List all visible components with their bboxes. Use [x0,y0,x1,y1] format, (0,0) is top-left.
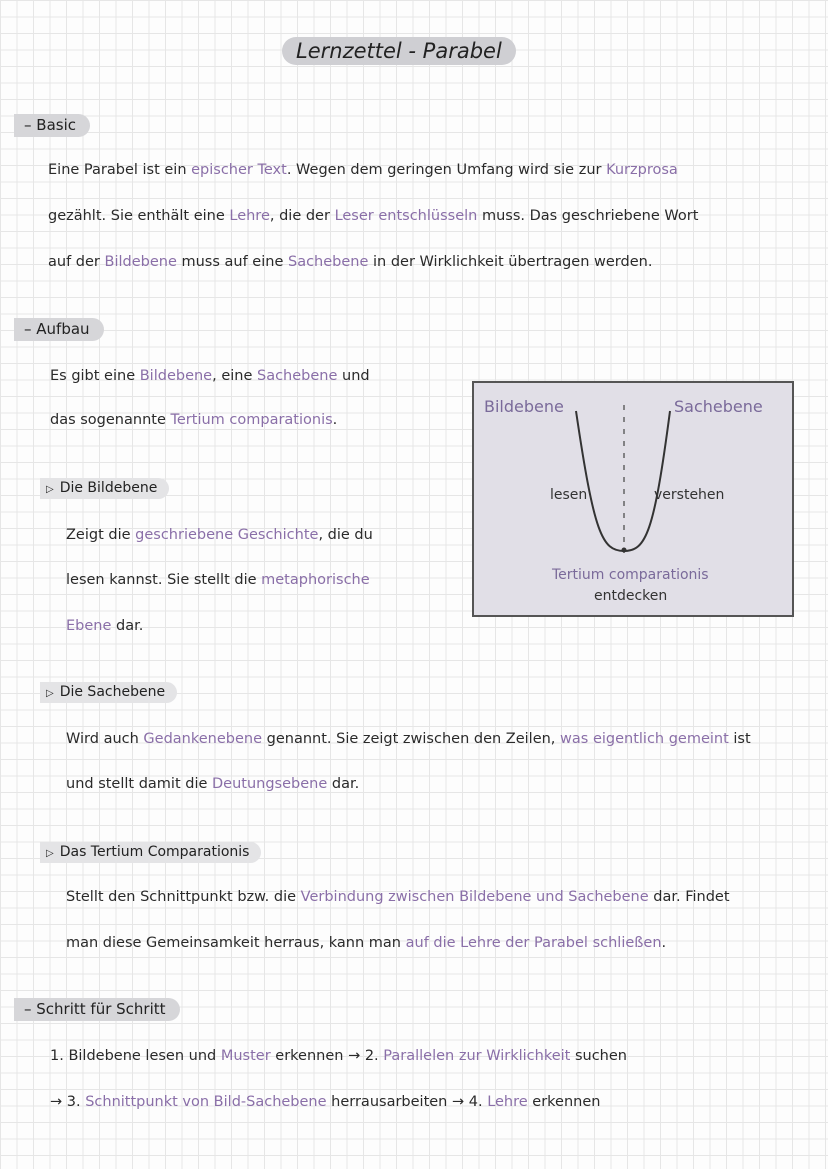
parabola-diagram [472,381,794,617]
heading-label: Schritt für Schritt [36,1000,166,1018]
schritt-line-2: → 3. Schnittpunkt von Bild-Sachebene herrausarbeiten → 4. Lehre erkennen [50,1094,601,1110]
parabola-curve [576,411,670,551]
subheading-tertium: ▷ Das Tertium Comparationis [40,842,261,863]
basic-line-1: Eine Parabel ist ein epischer Text. Wegen dem geringen Umfang wird sie zur Kurzprosa [48,162,678,178]
heading-label: Basic [36,116,76,134]
subheading-sachebene: ▷ Die Sachebene [40,682,177,703]
page-title: Lernzettel - Parabel [282,37,516,65]
diagram-left-arm: lesen [550,487,588,503]
diagram-bottom-line2: entdecken [594,588,668,604]
diagram-bottom-line1: Tertium comparationis [552,567,709,583]
triangle-icon: ▷ [46,848,54,859]
sachebene-line-1: Wird auch Gedankenebene genannt. Sie zeigt zwischen den Zeilen, was eigentlich gemeint ist [66,731,751,747]
subheading-bildebene: ▷ Die Bildebene [40,478,169,499]
bildebene-line-3: Ebene dar. [66,618,144,634]
tertium-line-2: man diese Gemeinsamkeit herraus, kann man auf die Lehre der Parabel schließen. [66,935,667,951]
vertex-dot [622,548,627,553]
schritt-line-1: 1. Bildebene lesen und Muster erkennen → 2. Parallelen zur Wirklichkeit suchen [50,1048,627,1064]
aufbau-line-1: Es gibt eine Bildebene, eine Sachebene und [50,368,370,384]
triangle-icon: ▷ [46,484,54,495]
sachebene-line-2: und stellt damit die Deutungsebene dar. [66,776,360,792]
tertium-line-1: Stellt den Schnittpunkt bzw. die Verbindung zwischen Bildebene und Sachebene dar. Findet [66,889,730,905]
section-heading-schritt: – Schritt für Schritt [14,998,180,1021]
section-heading-aufbau: – Aufbau [14,318,104,341]
aufbau-line-2: das sogenannte Tertium comparationis. [50,412,338,428]
bildebene-line-1: Zeigt die geschriebene Geschichte, die du [66,527,373,543]
basic-line-3: auf der Bildebene muss auf eine Sachebene in der Wirklichkeit übertragen werden. [48,254,653,270]
bildebene-line-2: lesen kannst. Sie stellt die metaphorische [66,572,370,588]
heading-label: Aufbau [36,320,90,338]
diagram-right-label: Sachebene [674,397,763,416]
triangle-icon: ▷ [46,688,54,699]
section-heading-basic: – Basic [14,114,90,137]
basic-line-2: gezählt. Sie enthält eine Lehre, die der Leser entschlüsseln muss. Das geschriebene Wort [48,208,699,224]
diagram-right-arm: verstehen [654,487,725,503]
diagram-left-label: Bildebene [484,397,564,416]
